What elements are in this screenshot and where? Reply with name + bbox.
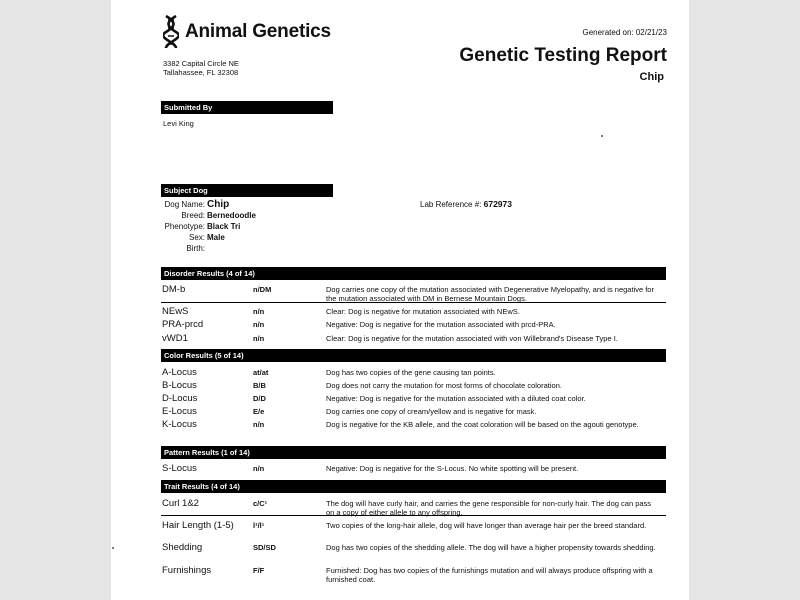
result-description: Dog does not carry the mutation for most forms of chocolate coloration.: [326, 381, 562, 390]
report-dog-name: Chip: [639, 71, 664, 83]
submitter-name: Levi King: [163, 119, 194, 128]
result-description: Dog is negative for the KB allele, and the coat coloration will be based on the agouti genotype.: [326, 420, 639, 429]
trait-name: Furnishings: [162, 565, 212, 576]
genotype: B/B: [253, 381, 266, 390]
trait-name: E-Locus: [162, 406, 197, 417]
generated-date: Generated on: 02/21/23: [582, 28, 667, 37]
genotype: n/DM: [253, 285, 272, 294]
scan-speck: [112, 547, 114, 549]
genotype: n/n: [253, 307, 265, 316]
subject-row-breed: [163, 210, 256, 221]
trait-name: S-Locus: [162, 463, 197, 474]
trait-name: Shedding: [162, 542, 203, 553]
genotype: at/at: [253, 368, 269, 377]
address-line-1: 3382 Capital Circle NE: [163, 59, 239, 68]
company-logo: [163, 14, 331, 50]
trait-name: NEwS: [162, 306, 189, 317]
color-results-heading: Color Results (5 of 14): [161, 349, 666, 362]
subject-label: Phenotype:: [164, 222, 205, 231]
subject-row-birth: [163, 243, 256, 254]
result-description: Negative: Dog is negative for the S-Locus. No white spotting will be present.: [326, 464, 579, 473]
subject-value: Black Tri: [207, 222, 241, 231]
genotype: F/F: [253, 566, 265, 575]
address-line-2: Tallahassee, FL 32308: [163, 68, 239, 77]
result-description: Dog carries one copy of the mutation associated with Degenerative Myelopathy, and is negative for the mutation associated with DM in Bernese Mountain Dogs.: [326, 285, 654, 303]
subject-row-sex: [163, 232, 256, 243]
subject-label: Dog Name:: [164, 200, 205, 209]
pattern-results-heading: Pattern Results (1 of 14): [161, 446, 666, 459]
subject-value: Chip: [207, 199, 230, 210]
lab-reference: [420, 199, 512, 210]
trait-name: B-Locus: [162, 380, 197, 391]
genotype: D/D: [253, 394, 266, 403]
result-description: Dog has two copies of the shedding allele. The dog will have a higher propensity towards shedding.: [326, 543, 656, 552]
trait-name: D-Locus: [162, 393, 198, 404]
result-description: Clear: Dog is negative for the mutation associated with von Willebrand's Disease Type I.: [326, 334, 618, 343]
trait-name: PRA-prcd: [162, 319, 204, 330]
result-description: Dog carries one copy of cream/yellow and is negative for mask.: [326, 407, 537, 416]
trait-results-heading: Trait Results (4 of 14): [161, 480, 666, 493]
result-description: The dog will have curly hair, and carries the gene responsible for non-curly hair. The dog can pass on a copy of either allele to any offspring.: [326, 499, 652, 517]
subject-value: Bernedoodle: [207, 211, 256, 220]
trait-name: A-Locus: [162, 367, 197, 378]
result-description: Clear: Dog is negative for mutation associated with NEwS.: [326, 307, 520, 316]
trait-name: K-Locus: [162, 419, 197, 430]
genotype: E/e: [253, 407, 265, 416]
lab-reference-value: 672973: [483, 199, 512, 209]
row-divider: [161, 302, 666, 303]
trait-name: DM-b: [162, 284, 186, 295]
trait-name: Curl 1&2: [162, 498, 199, 509]
result-description: Negative: Dog is negative for the mutation associated with a diluted coat color.: [326, 394, 586, 403]
genotype: n/n: [253, 320, 265, 329]
subject-dog-heading: Subject Dog: [161, 184, 333, 197]
trait-name: vWD1: [162, 333, 188, 344]
result-description: Negative: Dog is negative for the mutation associated with prcd-PRA.: [326, 320, 556, 329]
genotype: n/n: [253, 420, 265, 429]
subject-details: [163, 199, 256, 254]
company-address: [163, 59, 239, 77]
subject-row-name: [163, 199, 256, 210]
genotype: c/C¹: [253, 499, 268, 508]
result-description: Two copies of the long-hair allele, dog will have longer than average hair per the breed standard.: [326, 521, 647, 530]
row-divider: [161, 515, 666, 516]
dna-icon: [163, 14, 179, 50]
report-title: Genetic Testing Report: [459, 45, 667, 66]
result-description: Furnished: Dog has two copies of the furnishings mutation and will always produce offspring with a furnished coat.: [326, 566, 653, 584]
trait-name: Hair Length (1-5): [162, 520, 234, 531]
subject-value: Male: [207, 233, 225, 242]
disorder-results-heading: Disorder Results (4 of 14): [161, 267, 666, 280]
report-page: [111, 0, 689, 600]
subject-label: Birth:: [186, 244, 205, 253]
subject-row-phenotype: [163, 221, 256, 232]
subject-label: Breed:: [181, 211, 205, 220]
genotype: SD/SD: [253, 543, 276, 552]
result-description: Dog has two copies of the gene causing tan points.: [326, 368, 496, 377]
genotype: l¹/l¹: [253, 521, 265, 530]
submitted-by-heading: Submitted By: [161, 101, 333, 114]
subject-label: Sex:: [188, 233, 205, 242]
scan-speck: [601, 135, 603, 137]
genotype: n/n: [253, 464, 265, 473]
company-name: Animal Genetics: [185, 21, 331, 42]
genotype: n/n: [253, 334, 265, 343]
lab-reference-label: Lab Reference #:: [420, 200, 482, 209]
